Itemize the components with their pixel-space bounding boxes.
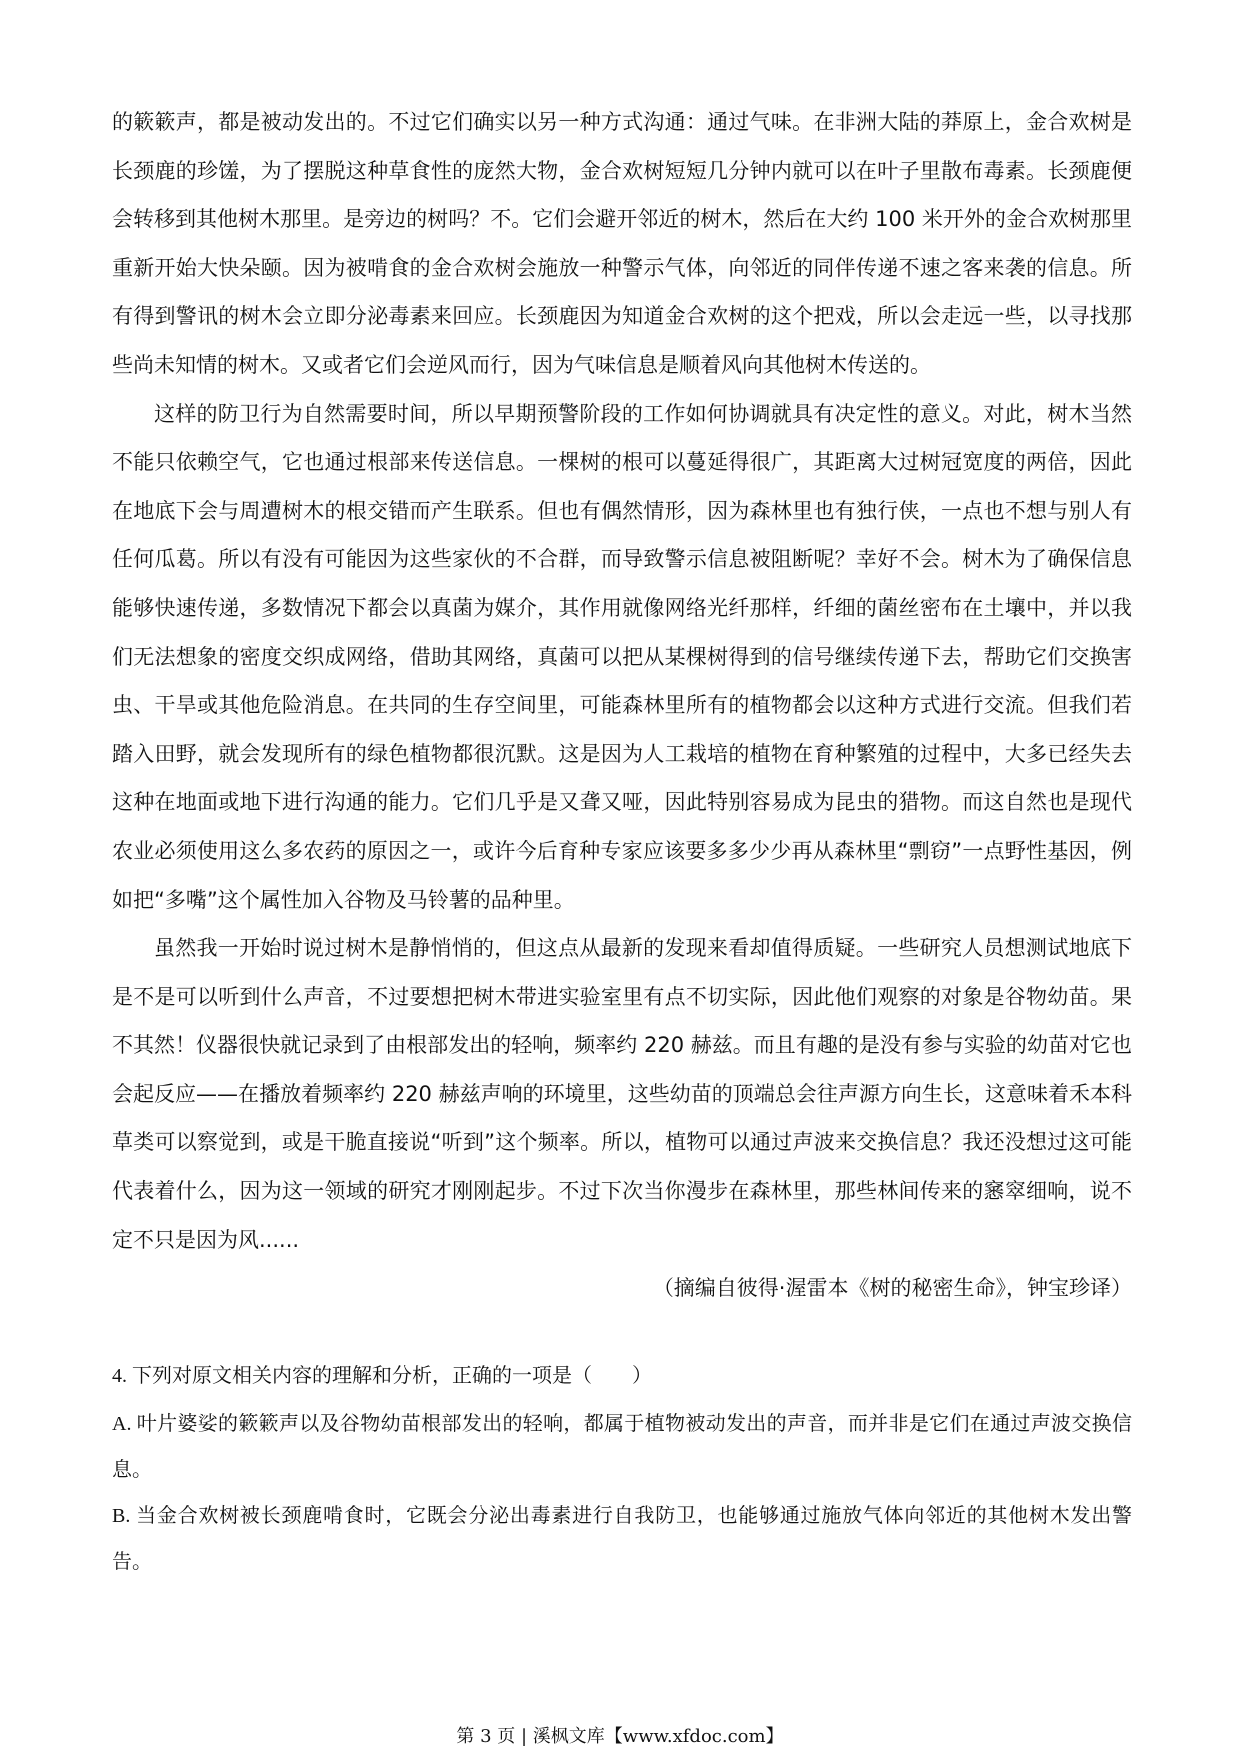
passage-paragraph-2: 这样的防卫行为自然需要时间，所以早期预警阶段的工作如何协调就具有决定性的意义。对此，树木当然不能只依赖空气，它也通过根部来传送信息。一棵树的根可以蔓延得很广，其距离大过树冠宽度的两倍，因此在地底下会与周遭树木的根交错而产生联系。但也有偶然情形，因为森林里也有独行侠，一点也不想与别人有任何瓜葛。所以有没有可能因为这些家伙的不合群，而导致警示信息被阻断呢？幸好不会。树木为了确保信息能够快速传递，多数情况下都会以真菌为媒介，其作用就像网络光纤那样，纤细的菌丝密布在土壤中，并以我们无法想象的密度交织成网络，借助其网络，真菌可以把从某棵树得到的信号继续传递下去，帮助它们交换害虫、干旱或其他危险消息。在共同的生存空间里，可能森林里所有的植物都会以这种方式进行交流。但我们若踏入田野，就会发现所有的绿色植物都很沉默。这是因为人工栽培的植物在育种繁殖的过程中，大多已经失去这种在地面或地下进行沟通的能力。它们几乎是又聋又哑，因此特别容易成为昆虫的猎物。而这自然也是现代农业必须使用这么多农药的原因之一，或许今后育种专家应该要多多少少再从森林里“剽窃”一点野性基因，例如把“多嘴”这个属性加入谷物及马铃薯的品种里。: [112, 401, 1132, 912]
passage-source: （摘编自彼得·渥雷本《树的秘密生命》，钟宝珍译）: [652, 1276, 1132, 1301]
passage-paragraph-1: 的簌簌声，都是被动发出的。不过它们确实以另一种方式沟通：通过气味。在非洲大陆的莽原上，金合欢树是长颈鹿的珍馐，为了摆脱这种草食性的庞然大物，金合欢树短短几分钟内就可以在叶子里散布毒素。长颈鹿便会转移到其他树木那里。是旁边的树吗？不。它们会避开邻近的树木，然后在大约 100 米开外的金合欢树那里重新开始大快朵颐。因为被啃食的金合欢树会施放一种警示气体，向邻近的同伴传递不速之客来袭的信息。所有得到警讯的树木会立即分泌毒素来回应。长颈鹿因为知道金合欢树的这个把戏，所以会走远一些，以寻找那些尚未知情的树木。又或者它们会逆风而行，因为气味信息是顺着风向其他树木传送的。: [112, 110, 1132, 377]
question-option-a: A. 叶片婆娑的簌簌声以及谷物幼苗根部发出的轻响，都属于植物被动发出的声音，而并非是它们在通过声波交换信息。: [112, 1413, 1132, 1481]
question-block: [112, 1353, 1132, 1585]
reading-passage: [112, 98, 1132, 1313]
question-stem: 4. 下列对原文相关内容的理解和分析，正确的一项是（ ）: [112, 1365, 652, 1387]
page-footer: 第 3 页 | 溪枫文库【www.xfdoc.com】: [456, 1726, 784, 1747]
question-option-b: B. 当金合欢树被长颈鹿啃食时，它既会分泌出毒素进行自我防卫，也能够通过施放气体向邻近的其他树木发出警告。: [112, 1505, 1132, 1573]
passage-paragraph-3: 虽然我一开始时说过树木是静悄悄的，但这点从最新的发现来看却值得质疑。一些研究人员想测试地底下是不是可以听到什么声音，不过要想把树木带进实验室里有点不切实际，因此他们观察的对象是谷物幼苗。果不其然！仪器很快就记录到了由根部发出的轻响，频率约 220 赫兹。而且有趣的是没有参与实验的幼苗对它也会起反应——在播放着频率约 220 赫兹声响的环境里，这些幼苗的顶端总会往声源方向生长，这意味着禾本科草类可以察觉到，或是干脆直接说“听到”这个频率。所以，植物可以通过声波来交换信息？我还没想过这可能代表着什么，因为这一领域的研究才刚刚起步。不过下次当你漫步在森林里，那些林间传来的窸窣细响，说不定不只是因为风......: [112, 936, 1132, 1252]
